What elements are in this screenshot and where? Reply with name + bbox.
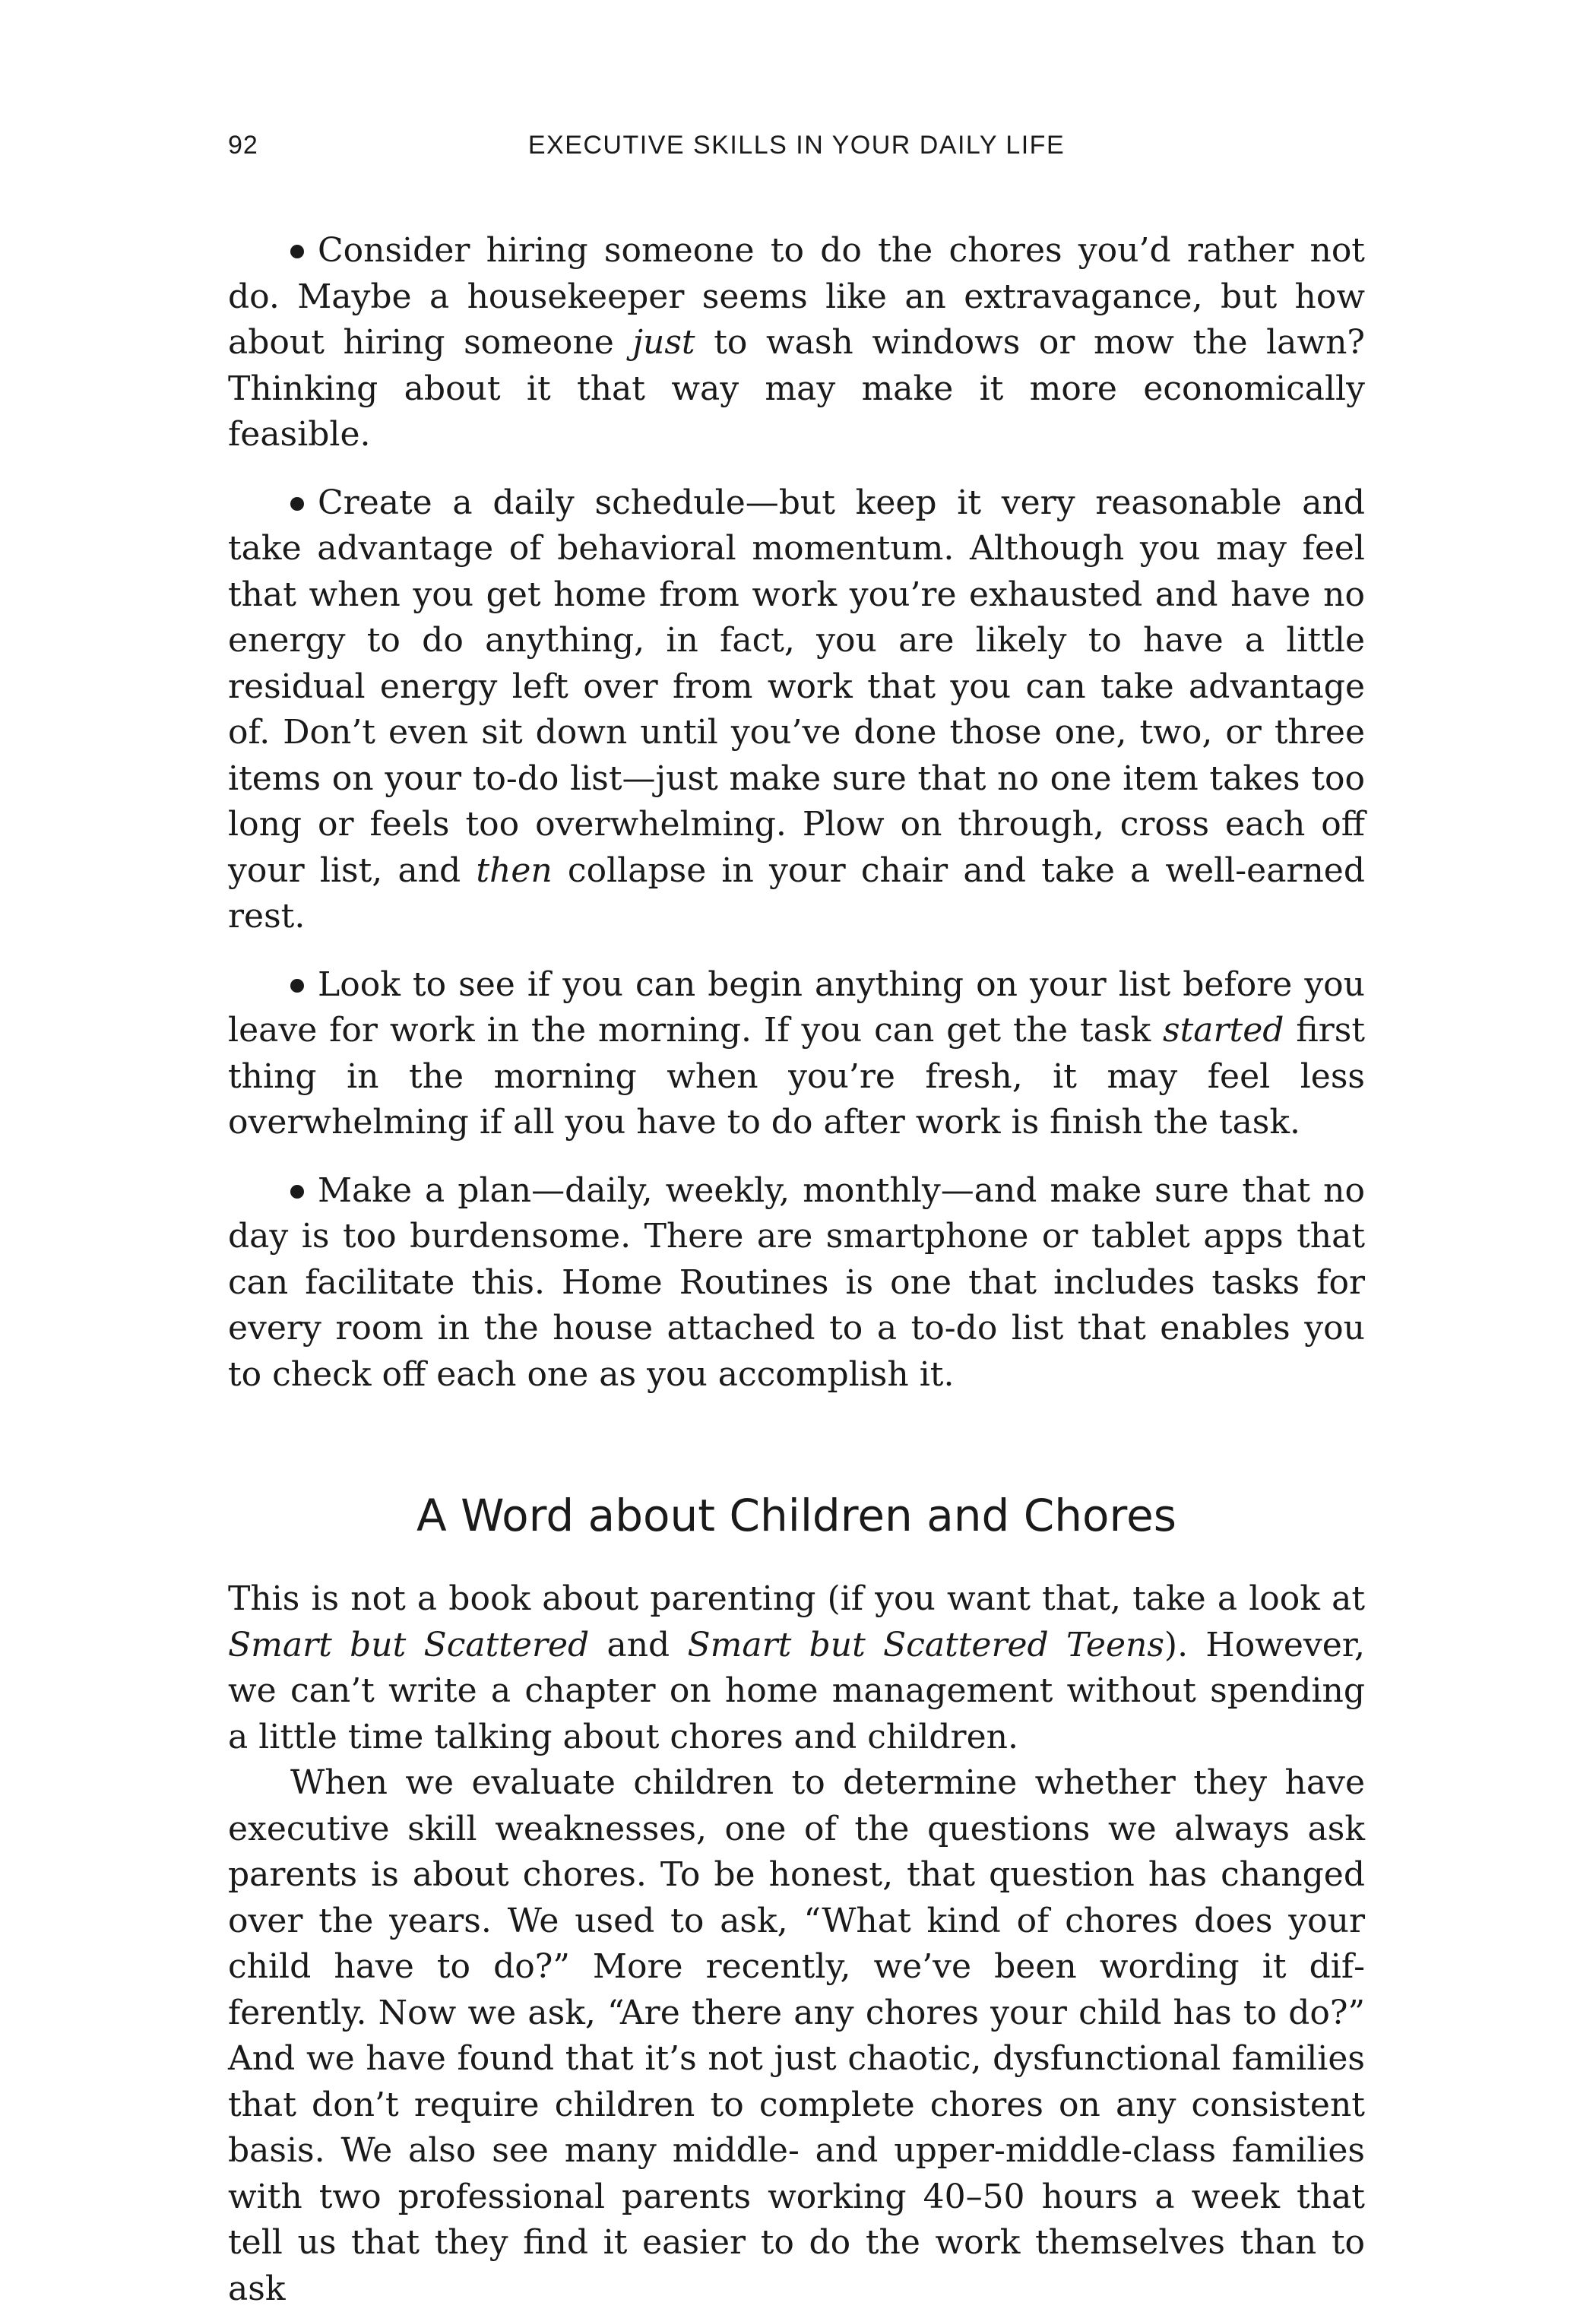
section-heading: A Word about Children and Chores xyxy=(416,1490,1176,1541)
bullet-item-schedule xyxy=(228,480,1365,940)
section-paragraph-intro xyxy=(228,1576,1365,1760)
bullet-text: Consider hiring someone to do the chores you’d rather not do. Maybe a housekeeper seems like an extravagance, but how about hiring someone xyxy=(228,231,1365,362)
emphasis-text: started xyxy=(1163,1011,1284,1050)
book-title-smart-but-scattered-teens: Smart but Scattered Teens xyxy=(687,1625,1164,1664)
bullet-icon xyxy=(290,1185,304,1199)
emphasis-text: just xyxy=(632,323,695,362)
running-head xyxy=(228,131,1365,176)
paragraph-text: and xyxy=(589,1625,688,1664)
page-number: 92 xyxy=(228,131,258,160)
page-body xyxy=(228,228,1365,2312)
bullet-icon xyxy=(290,497,304,511)
running-title: EXECUTIVE SKILLS IN YOUR DAILY LIFE xyxy=(527,131,1066,160)
bullet-text: Make a plan—daily, weekly, monthly—and make sure that no day is too burdensome. There are smartphone or tablet apps that can facilitate this. Home Routines is one that includes tasks for every room in the house attached to a to-do list that enables you to check off each one as you accomplish it. xyxy=(228,1170,1365,1394)
book-title-smart-but-scattered: Smart but Scattered xyxy=(228,1625,590,1664)
bullet-icon xyxy=(290,979,304,993)
bullet-item-plan xyxy=(228,1168,1365,1398)
paragraph-text: This is not a book about parenting (if you want that, take a look at xyxy=(228,1579,1365,1618)
bullet-text: to wash windows or mow the lawn? Thinking about it that way may make it more economically feasible. xyxy=(228,323,1365,454)
bullet-text: first thing in the morning when you’re fresh, it may feel less overwhelming if all you have to do after work is finish the task. xyxy=(228,1011,1365,1142)
bullet-text: Look to see if you can begin anything on your list before you leave for work in the morning. If you can get the task xyxy=(228,964,1365,1050)
bullet-text: Create a daily schedule—but keep it very reasonable and take advantage of behavioral momentum. Although you may feel that when you get home from work you’re exhausted and have no energy to do anything, in fact, you are likely to have a little residual energy left over from work that you can take advantage of. Don’t even sit down until you’ve done those one, two, or three items on your to-do list—just make sure that no one item takes too long or feels too overwhelming. Plow on through, cross each off your list, and xyxy=(228,483,1365,890)
paragraph-text: ). However, we can’t write a chapter on home management without spending a little time talking about chores and children. xyxy=(228,1625,1365,1756)
bullet-item-hiring xyxy=(228,228,1365,458)
bullet-text: collapse in your chair and take a well-earned rest. xyxy=(228,850,1365,936)
emphasis-text: then xyxy=(476,850,553,890)
bullet-item-morning xyxy=(228,962,1365,1146)
bullet-icon xyxy=(290,245,304,258)
section-paragraph-evaluate: When we evaluate children to determine whether they have executive skill weaknesses, one of the questions we always ask parents is about chores. To be honest, that question has changed over the years. We used to ask, “What kind of chores does your child have to do?” More recently, we’ve been wording it differently. Now we ask, “Are there any chores your child has to do?” And we have found that it’s not just chaotic, dysfunctional families that don’t require children to complete chores on any consistent basis. We also see many middle- and upper-middle-class families with two professional parents working 40–50 hours a week that tell us that they find it easier to do the work themselves than to ask xyxy=(228,1763,1365,2308)
